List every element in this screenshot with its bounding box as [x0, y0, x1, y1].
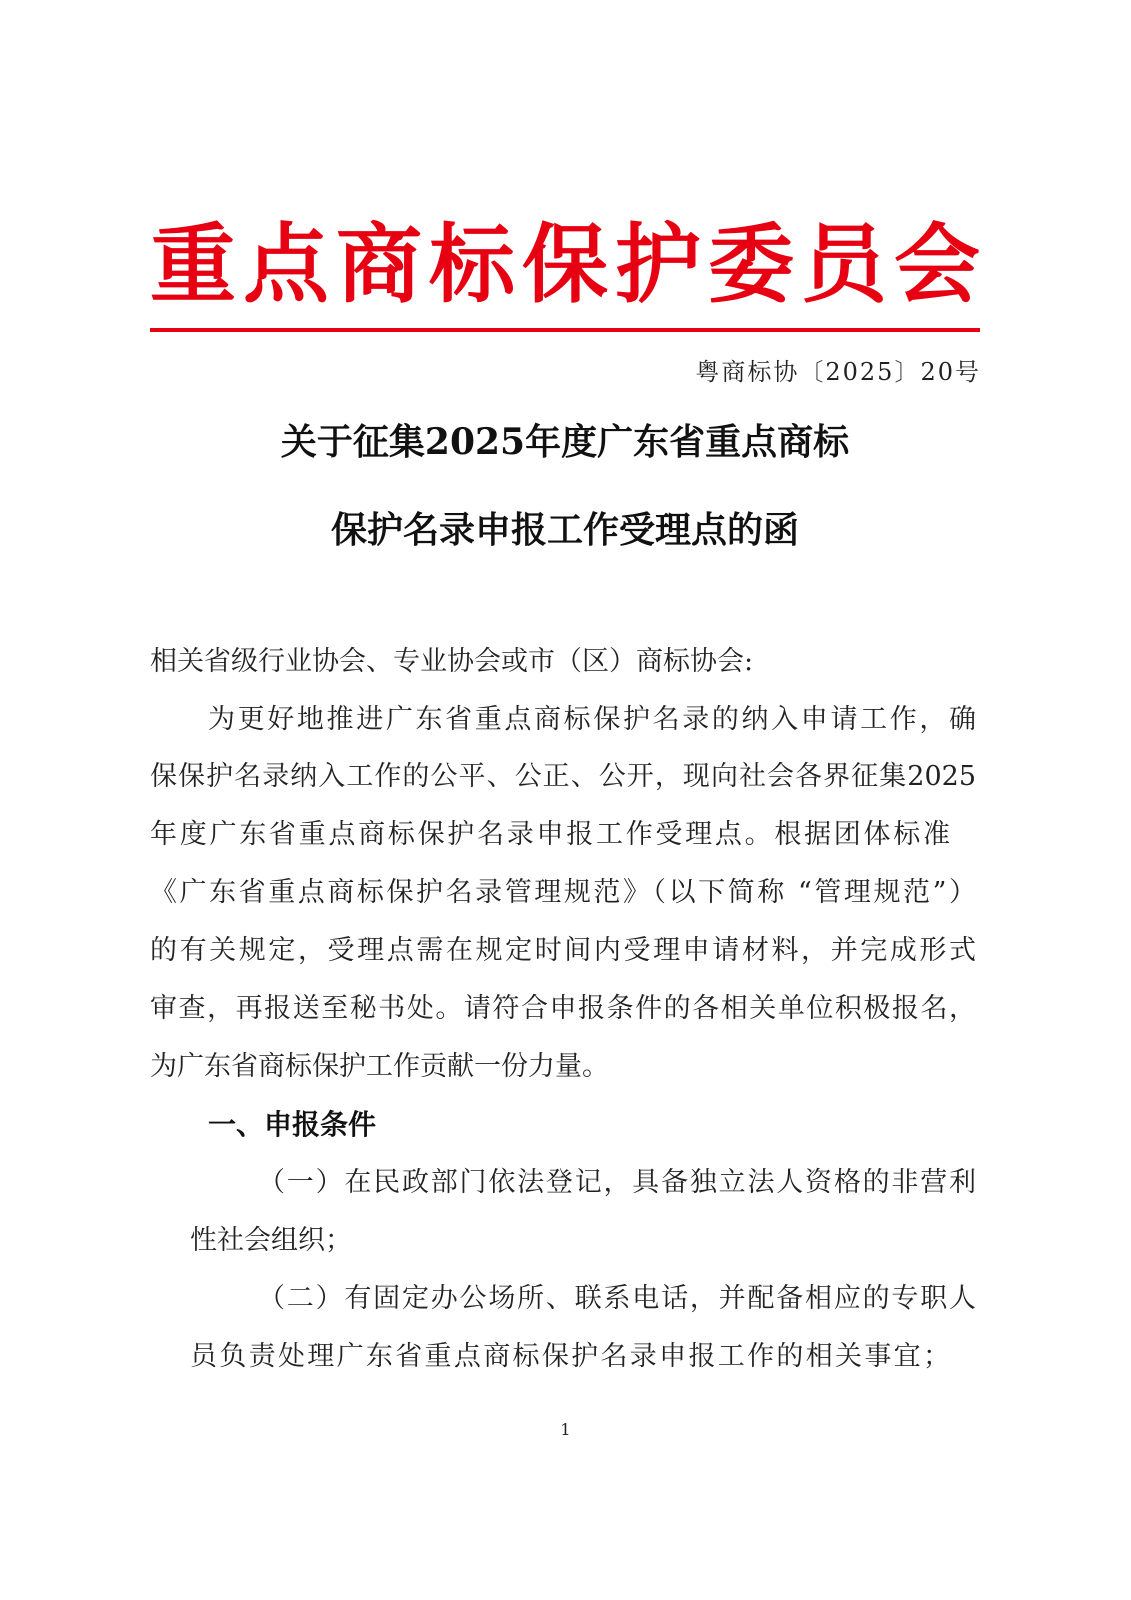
paragraph-line: 《广东省重点商标保护名录管理规范》（以下简称 “管理规范”）	[150, 877, 976, 908]
list-item-line: （二）有固定办公场所、联系电话，并配备相应的专职人	[258, 1283, 976, 1314]
letterhead-char: 员	[801, 214, 887, 315]
letterhead-char: 保	[522, 214, 608, 315]
paragraph-line: 为广东省商标保护工作贡献一份力量。	[150, 1051, 609, 1082]
paragraph-line: 审查，再报送至秘书处。请符合申报条件的各相关单位积极报名，	[150, 993, 976, 1024]
letterhead-char: 商	[336, 214, 422, 315]
letterhead-char: 标	[429, 214, 515, 315]
letterhead-char: 会	[894, 214, 980, 315]
letterhead-char: 重	[150, 214, 236, 315]
paragraph-line: 年度广东省重点商标保护名录申报工作受理点。根据团体标准	[150, 819, 950, 850]
letterhead-divider	[150, 328, 980, 332]
letterhead-char: 委	[708, 214, 794, 315]
letterhead-char: 点	[243, 214, 329, 315]
section-heading: 一、申报条件	[208, 1108, 377, 1141]
list-item-line: （一）在民政部门依法登记，具备独立法人资格的非营利	[258, 1167, 976, 1198]
paragraph-line: 的有关规定，受理点需在规定时间内受理申请材料，并完成形式	[150, 935, 976, 966]
letterhead-char: 护	[615, 214, 701, 315]
page-number: 1	[560, 1420, 571, 1439]
paragraph-line: 为更好地推进广东省重点商标保护名录的纳入申请工作，确	[208, 704, 976, 735]
document-number: 粤商标协〔2025〕20号	[695, 358, 981, 386]
document-title-line-2: 保护名录申报工作受理点的函	[330, 509, 799, 551]
paragraph-line: 保保护名录纳入工作的公平、公正、公开，现向社会各界征集2025	[150, 761, 976, 792]
list-item-line: 员负责处理广东省重点商标保护名录申报工作的相关事宜；	[190, 1341, 950, 1372]
list-item-line: 性社会组织；	[190, 1225, 352, 1256]
document-title-line-1: 关于征集2025年度广东省重点商标	[280, 421, 850, 463]
salutation: 相关省级行业协会、专业协会或市（区）商标协会:	[150, 646, 754, 677]
letterhead-title	[150, 215, 980, 315]
